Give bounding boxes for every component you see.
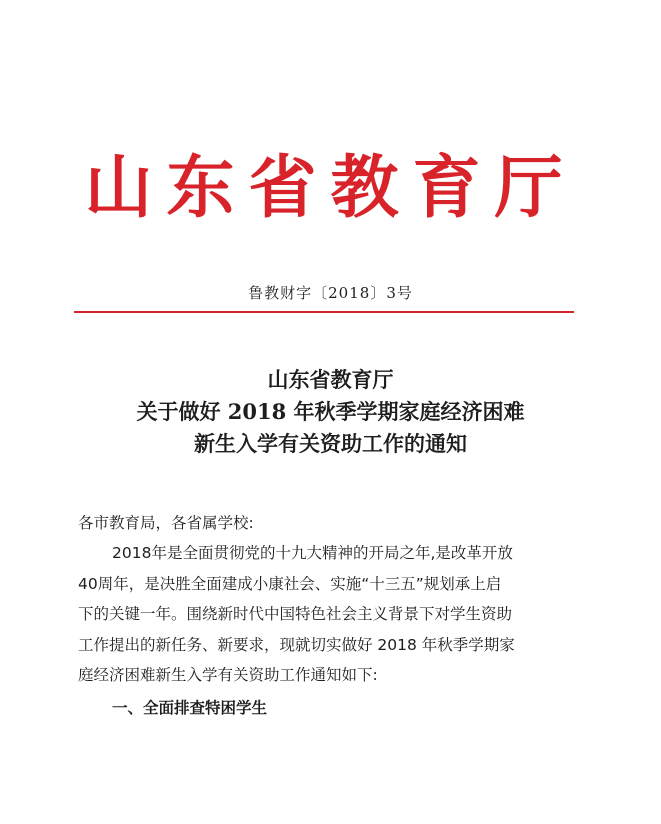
- issuer-header-title: 山东省教育厅: [84, 148, 577, 228]
- paragraph-line: 庭经济困难新生入学有关资助工作通知如下:: [78, 666, 378, 684]
- title-line-issuer: 山东省教育厅: [267, 367, 394, 392]
- notice-body: [78, 508, 588, 725]
- paragraph-line: 40周年，是决胜全面建成小康社会、实施“十三五”规划承上启: [78, 574, 502, 593]
- salutation: 各市教育局，各省属学校:: [78, 514, 254, 532]
- paragraph-line: 工作提出的新任务、新要求，现就切实做好 2018 年秋季学期家: [78, 635, 515, 654]
- notice-title: [0, 364, 661, 460]
- section-heading: 一、全面排查特困学生: [112, 698, 268, 717]
- title-line-subject: 关于做好 2018 年秋季学期家庭经济困难: [136, 399, 525, 424]
- title-line-subject-cont: 新生入学有关资助工作的通知: [194, 431, 467, 456]
- paragraph-line: 2018年是全面贯彻党的十九大精神的开局之年,是改革开放: [112, 544, 513, 562]
- paragraph-line: 下的关键一年。围绕新时代中国特色社会主义背景下对学生资助: [78, 605, 513, 623]
- document-number: 鲁教财字〔2018〕3号: [248, 284, 413, 302]
- red-divider-rule: [74, 311, 574, 313]
